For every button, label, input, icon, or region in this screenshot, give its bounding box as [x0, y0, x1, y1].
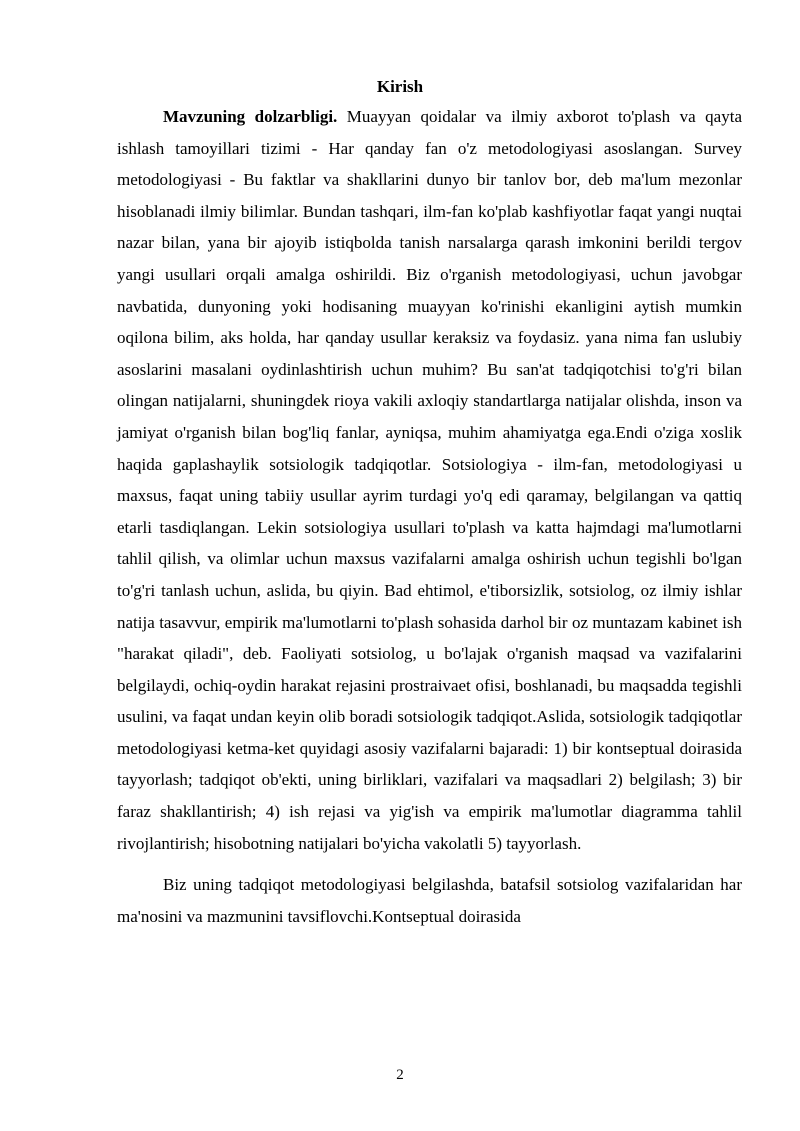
document-body: [117, 101, 742, 932]
paragraph-text: Biz uning tadqiqot metodologiyasi belgilashda, batafsil sotsiolog vazifalaridan har ma'nosini va mazmunini tavsiflovchi.Kontseptual doirasida: [117, 875, 742, 926]
paragraph: [117, 101, 742, 859]
paragraph: [117, 869, 742, 932]
paragraph-lead: Mavzuning dolzarbligi.: [163, 107, 338, 126]
page-number: 2: [396, 1067, 404, 1083]
page-title: Kirish: [376, 77, 424, 96]
paragraph-text: Muayyan qoidalar va ilmiy axborot to'plash va qayta ishlash tamoyillari tizimi - Har qanday fan o'z metodologiyasi asoslangan. Survey metodologiyasi - Bu faktlar va shakllarini dunyo bir tanlov bor, deb ma'lum mezonlar hisoblanadi ilmiy bilimlar. Bundan tashqari, ilm-fan ko'plab kashfiyotlar faqat yangi nuqtai nazar bilan, yana bir ajoyib istiqbolda tanish narsalarga qarash imkonini berildi tergov yangi usullari orqali amalga oshirildi. Biz o'rganish metodologiyasi, uchun javobgar navbatida, dunyoning yoki hodisaning muayyan ko'rinishi ekanligini aytish mumkin oqilona bilim, aks holda, har qanday usullar keraksiz va foydasiz. yana nima fan uslubiy asoslarini masalani oydinlashtirish uchun muhim? Bu san'at tadqiqotchisi to'g'ri bilan olingan natijalarni, shuningdek rioya vakili axloqiy standartlarga natijalar olishda, inson va jamiyat o'rganish bilan bog'liq fanlar, ayniqsa, muhim ahamiyatga ega.Endi o'ziga xoslik haqida gaplashaylik sotsiologik tadqiqotlar. Sotsiologiya - ilm-fan, metodologiyasi u maxsus, faqat uning tabiiy usullar ayrim turdagi yo'q edi qaramay, belgilangan va qattiq etarli tasdiqlangan. Lekin sotsiologiya usullari to'plash va katta hajmdagi ma'lumotlarni tahlil qilish, va olimlar uchun maxsus vazifalarni amalga oshirish uchun tegishli bo'lgan to'g'ri tanlash uchun, aslida, bu qiyin. Bad ehtimol, e'tiborsizlik, sotsiolog, oz ilmiy ishlar natija tasavvur, empirik ma'lumotlarni to'plash sohasida darhol bir oz muntazam kabinet ish "harakat qiladi", deb. Faoliyati sotsiolog, u bo'lajak o'rganish maqsad va vazifalarini belgilaydi, ochiq-oydin harakat rejasini prostraivaet ofisi, boshlanadi, bu maqsadda tegishli usulini, va faqat undan keyin olib boradi sotsiologik tadqiqot.Aslida, sotsiologik tadqiqotlar metodologiyasi ketma-ket quyidagi asosiy vazifalarni bajaradi: 1) bir kontseptual doirasida tayyorlash; tadqiqot ob'ekti, uning birliklari, vazifalari va maqsadlari 2) belgilash; 3) bir faraz shakllantirish; 4) ish rejasi va yig'ish va empirik ma'lumotlar diagramma tahlil rivojlantirish; hisobotning natijalari bo'yicha vakolatli 5) tayyorlash.: [117, 107, 742, 853]
